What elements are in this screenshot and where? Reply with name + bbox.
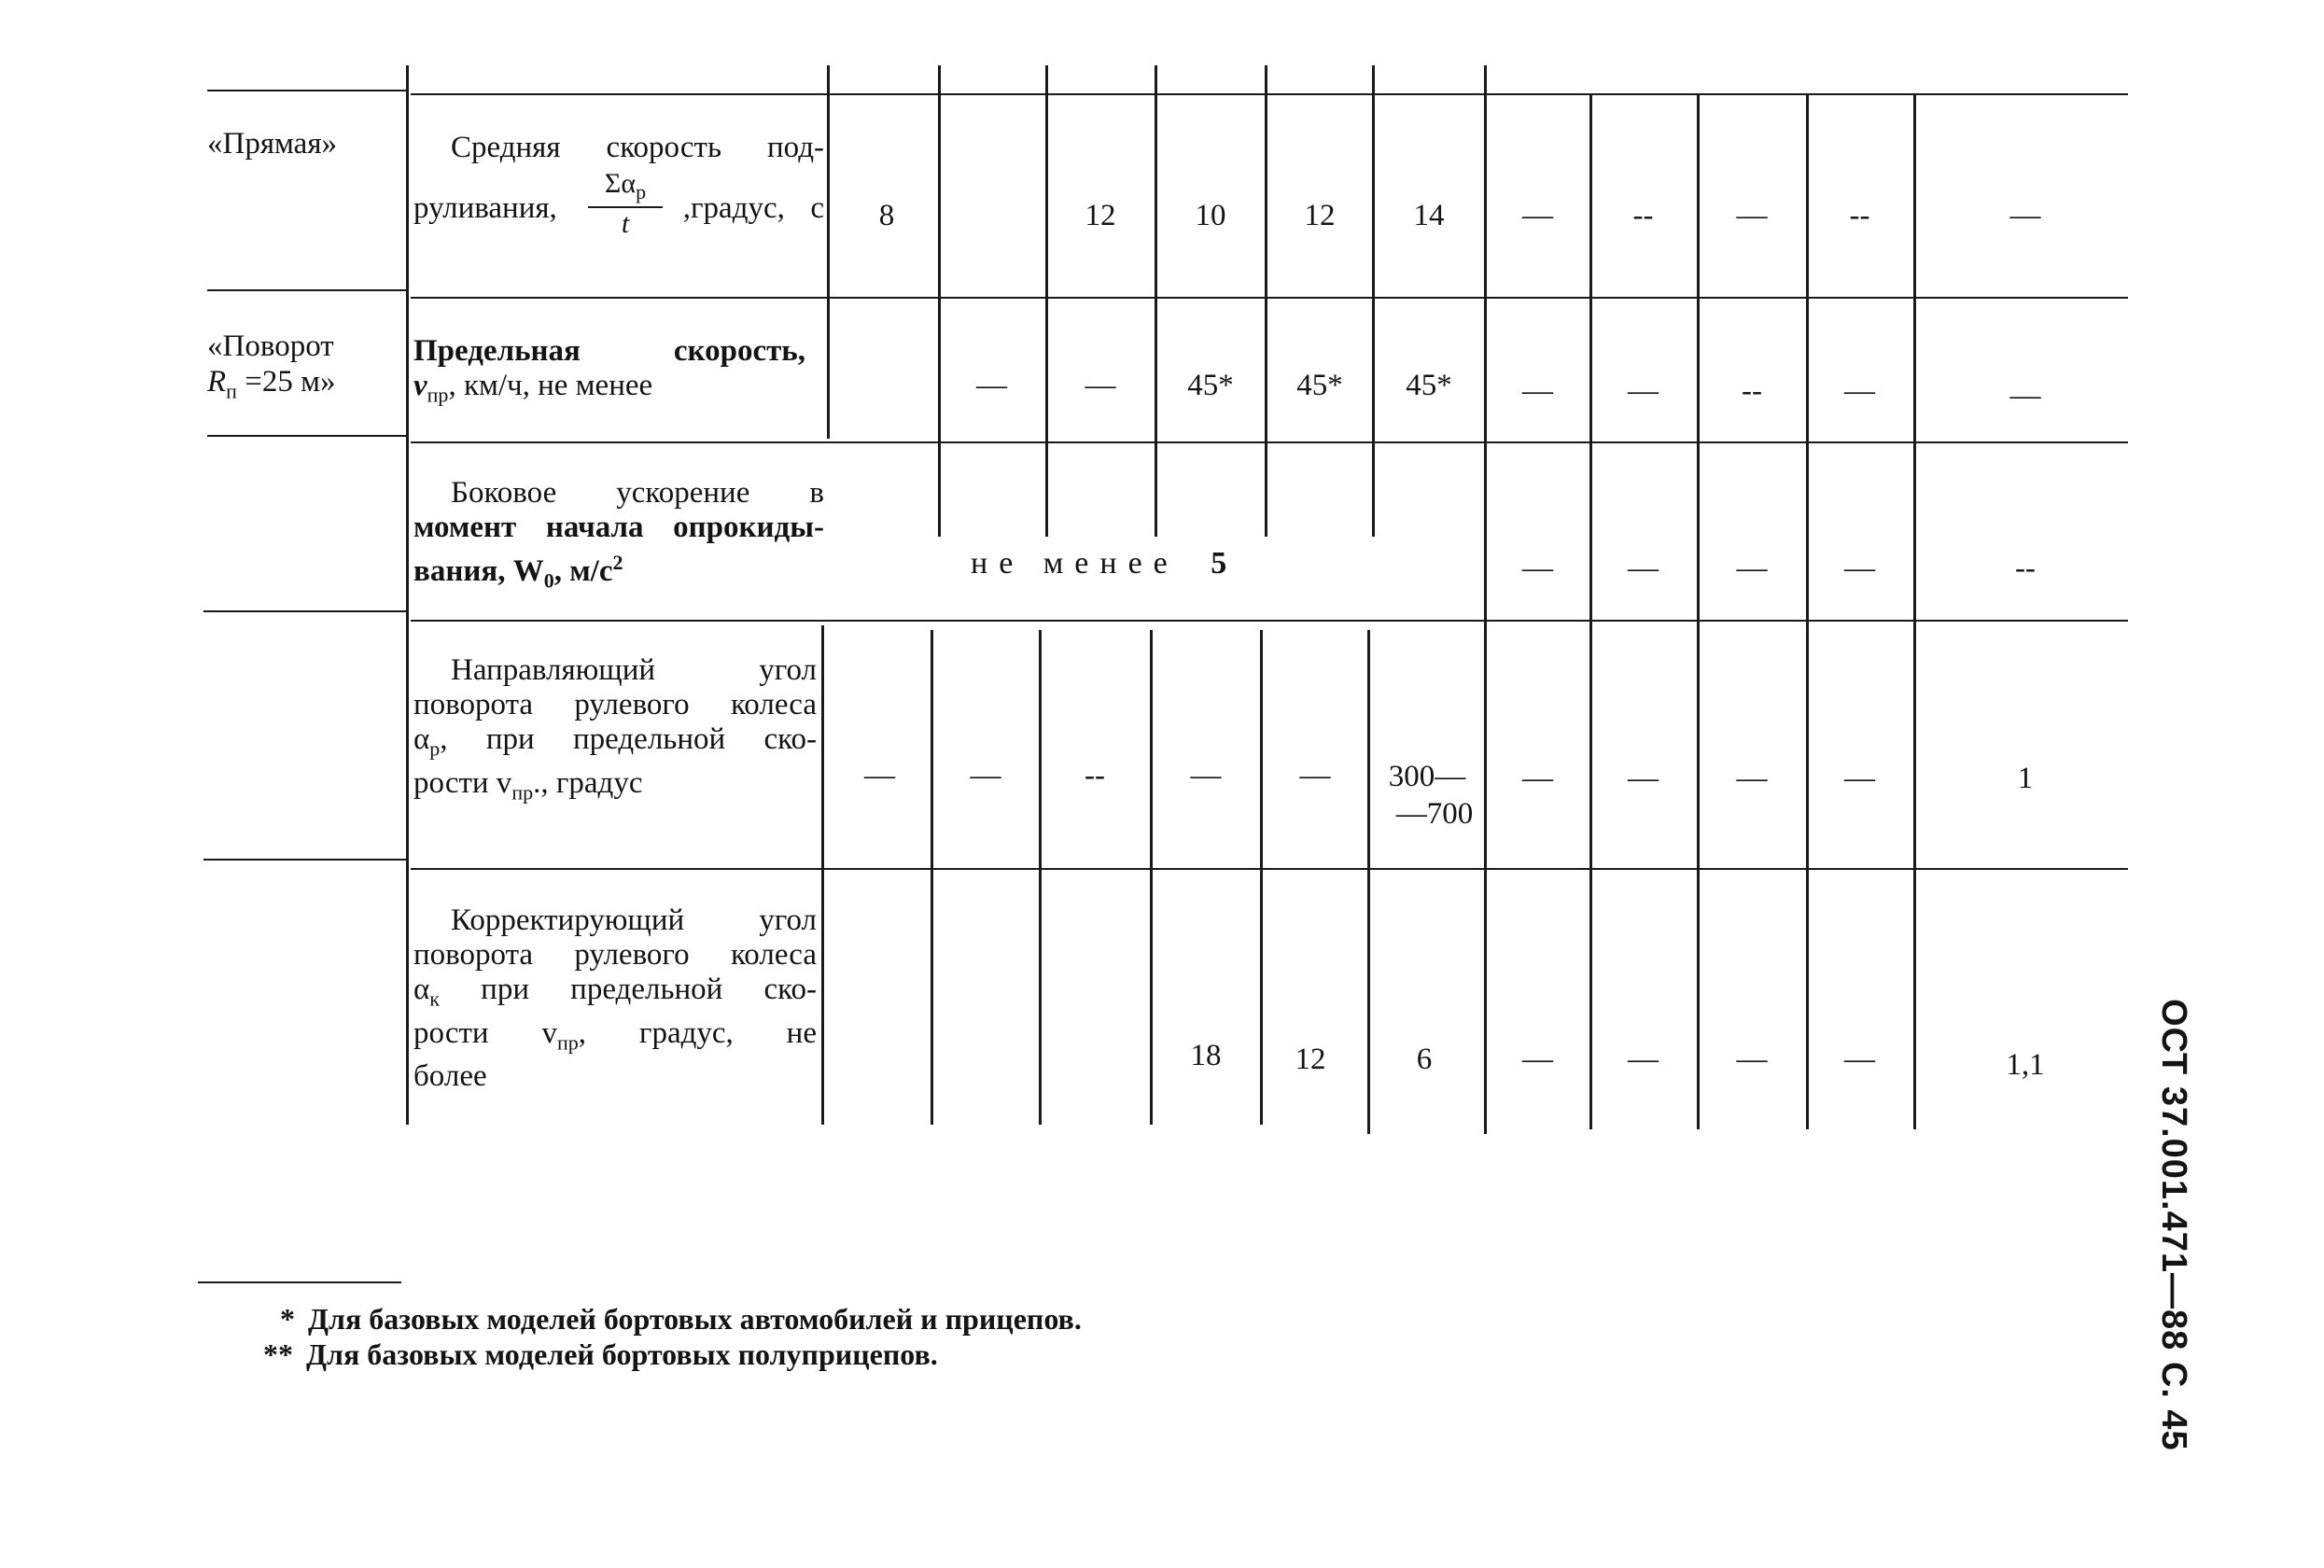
- table-cell: —: [1736, 1043, 1768, 1076]
- param-line: [413, 973, 817, 1016]
- grid-hline: [411, 93, 2128, 95]
- table-cell: 8: [878, 199, 895, 232]
- param-symbol: α: [413, 722, 430, 756]
- grid-vline: [406, 65, 409, 1125]
- cell-line: 300—: [1388, 760, 1466, 793]
- table-cell: —: [864, 759, 895, 792]
- param-symbol: α: [413, 973, 430, 1006]
- param-symbol-sub: 0: [543, 568, 554, 593]
- table-cell: —: [1628, 1043, 1659, 1076]
- param-line: [413, 1016, 817, 1060]
- grid-vline: [1806, 93, 1809, 1129]
- footnote-mark: *: [280, 1302, 295, 1336]
- grid-vline: [1484, 65, 1487, 1134]
- table-cell: 12: [1304, 199, 1336, 232]
- grid-hline: [411, 868, 2128, 870]
- footnote-mark: **: [263, 1337, 293, 1371]
- footnote: [263, 1337, 938, 1372]
- table-cell: 45*: [1187, 369, 1234, 402]
- param-text: руливания,: [413, 191, 557, 225]
- grid-vline: [1913, 93, 1916, 1129]
- table-cell: —: [2009, 379, 2041, 413]
- param-line: Боковое ускорение в: [451, 476, 824, 510]
- param-line: [413, 545, 824, 598]
- param-line: поворота рулевого колеса: [413, 938, 817, 972]
- mode-value: =25 м»: [236, 365, 336, 399]
- param-symbol-sub: пр: [511, 780, 534, 805]
- footnote: [280, 1302, 1082, 1337]
- parameter-label: [413, 334, 805, 413]
- param-symbol-sub: р: [429, 736, 441, 761]
- param-line: Направляющий угол: [451, 653, 817, 687]
- parameter-label: [413, 653, 817, 809]
- grid-vline: [1265, 65, 1267, 537]
- grid-vline: [931, 630, 933, 1125]
- table-cell: 45*: [1296, 369, 1343, 402]
- table-cell: —: [1522, 199, 1553, 232]
- mode-label: [207, 126, 403, 161]
- grid-vline: [1589, 93, 1592, 1129]
- table-cell: —: [1628, 374, 1659, 408]
- param-line: [413, 722, 817, 766]
- param-text: , градус, не: [578, 1015, 817, 1050]
- mode-symbol-sub: п: [226, 379, 237, 403]
- mode-name: «Прямая»: [207, 127, 337, 161]
- span-value: 5: [1211, 546, 1239, 581]
- grid-hline: [207, 289, 406, 291]
- param-text: рости v: [413, 1015, 557, 1050]
- param-line: [413, 766, 817, 810]
- fraction-formula: [588, 168, 663, 240]
- param-symbol-sub: пр: [427, 383, 449, 407]
- mode-name: «Поворот: [207, 329, 334, 363]
- table-cell: 6: [1416, 1043, 1433, 1076]
- table-cell: 18: [1190, 1039, 1222, 1072]
- table-cell: —: [1844, 762, 1875, 795]
- document-code: ОСТ 37.001.471—88 С. 45: [2154, 999, 2193, 1451]
- table-cell: 1: [2017, 762, 2034, 795]
- param-text: ., градус: [533, 765, 643, 800]
- table-cell: --: [1085, 759, 1105, 792]
- parameter-label: [413, 903, 817, 1094]
- formula-numerator-sub: р: [636, 180, 647, 203]
- span-label: не менее: [971, 546, 1179, 581]
- grid-hline: [207, 435, 406, 437]
- formula-numerator: Σα: [604, 168, 637, 199]
- grid-hline: [411, 297, 2128, 299]
- table-cell: [1372, 758, 1482, 833]
- param-text: , при предельной ско-: [440, 722, 817, 756]
- table-cell: 14: [1413, 199, 1445, 232]
- table-cell: —: [1844, 1043, 1875, 1076]
- param-symbol-sub: пр: [556, 1030, 579, 1055]
- table-cell: —: [1522, 552, 1553, 585]
- table-cell: --: [1742, 374, 1762, 408]
- table-cell: —: [1844, 552, 1875, 585]
- table-cell: —: [1844, 374, 1875, 408]
- param-text: вания, W: [413, 554, 544, 588]
- table-cell: --: [2015, 552, 2036, 585]
- param-text: , м/с: [553, 554, 613, 588]
- param-line: более: [413, 1059, 487, 1094]
- grid-hline: [411, 620, 2128, 622]
- grid-hline: [203, 859, 406, 861]
- table-cell: 1,1: [2006, 1048, 2045, 1082]
- grid-hline: [411, 441, 2128, 443]
- grid-vline: [1045, 65, 1048, 537]
- param-line: поворота рулевого колеса: [413, 688, 817, 721]
- param-line: Предельная скорость,: [413, 334, 805, 368]
- param-text: при предельной ско-: [440, 973, 817, 1006]
- mode-radius: [207, 364, 405, 410]
- grid-vline: [1150, 630, 1153, 1125]
- grid-vline: [827, 65, 830, 439]
- table-cell: --: [1849, 199, 1870, 232]
- param-line: момент начала опрокиды-: [413, 511, 824, 544]
- table-cell: 12: [1295, 1043, 1326, 1076]
- param-text: , км/ч, не менее: [448, 369, 653, 402]
- grid-vline: [821, 625, 824, 1125]
- table-cell: —: [1190, 759, 1222, 792]
- cell-line: —700: [1395, 797, 1474, 831]
- table-cell: —: [1628, 762, 1659, 795]
- table-cell: 45*: [1406, 369, 1452, 402]
- table-cell: —: [976, 369, 1007, 402]
- parameter-label: [413, 476, 824, 598]
- mode-symbol: R: [207, 365, 227, 399]
- table-cell: —: [1736, 199, 1768, 232]
- footnote-rule: [198, 1281, 401, 1283]
- formula-denominator: t: [621, 208, 630, 239]
- grid-vline: [938, 65, 941, 537]
- param-symbol-sub: к: [429, 987, 440, 1011]
- table-cell: —: [1085, 369, 1116, 402]
- table-cell: —: [1736, 552, 1768, 585]
- grid-vline: [1697, 93, 1700, 1129]
- param-symbol: v: [413, 369, 427, 402]
- table-cell: —: [1522, 762, 1553, 795]
- param-line: [413, 369, 805, 413]
- table-cell: —: [970, 759, 1001, 792]
- table-cell: —: [1736, 762, 1768, 795]
- grid-vline: [1039, 630, 1042, 1125]
- grid-vline: [1155, 65, 1157, 537]
- merged-span-text: [971, 546, 1238, 581]
- grid-hline: [207, 90, 406, 91]
- mode-label: [207, 329, 405, 410]
- table-cell: —: [1522, 374, 1553, 408]
- table-cell: —: [1522, 1043, 1553, 1076]
- table-cell: —: [2009, 199, 2041, 232]
- footnote-text: Для базовых моделей бортовых автомобилей и прицепов.: [308, 1302, 1082, 1336]
- table-cell: —: [1628, 552, 1659, 585]
- grid-vline: [1367, 630, 1370, 1134]
- param-line: Средняя скорость под-: [451, 131, 824, 164]
- param-text: ,градус, с: [682, 191, 825, 225]
- table-cell: 10: [1195, 199, 1226, 232]
- table-cell: —: [1299, 759, 1331, 792]
- param-line: Корректирующий угол: [451, 903, 817, 937]
- grid-vline: [1372, 65, 1375, 537]
- param-symbol-sup: 2: [612, 551, 623, 574]
- table-cell: --: [1632, 199, 1654, 232]
- footnote-text: Для базовых моделей бортовых полуприцепов.: [306, 1337, 938, 1371]
- grid-hline: [203, 610, 406, 612]
- table-cell: 12: [1085, 199, 1116, 232]
- param-text: рости v: [413, 765, 512, 800]
